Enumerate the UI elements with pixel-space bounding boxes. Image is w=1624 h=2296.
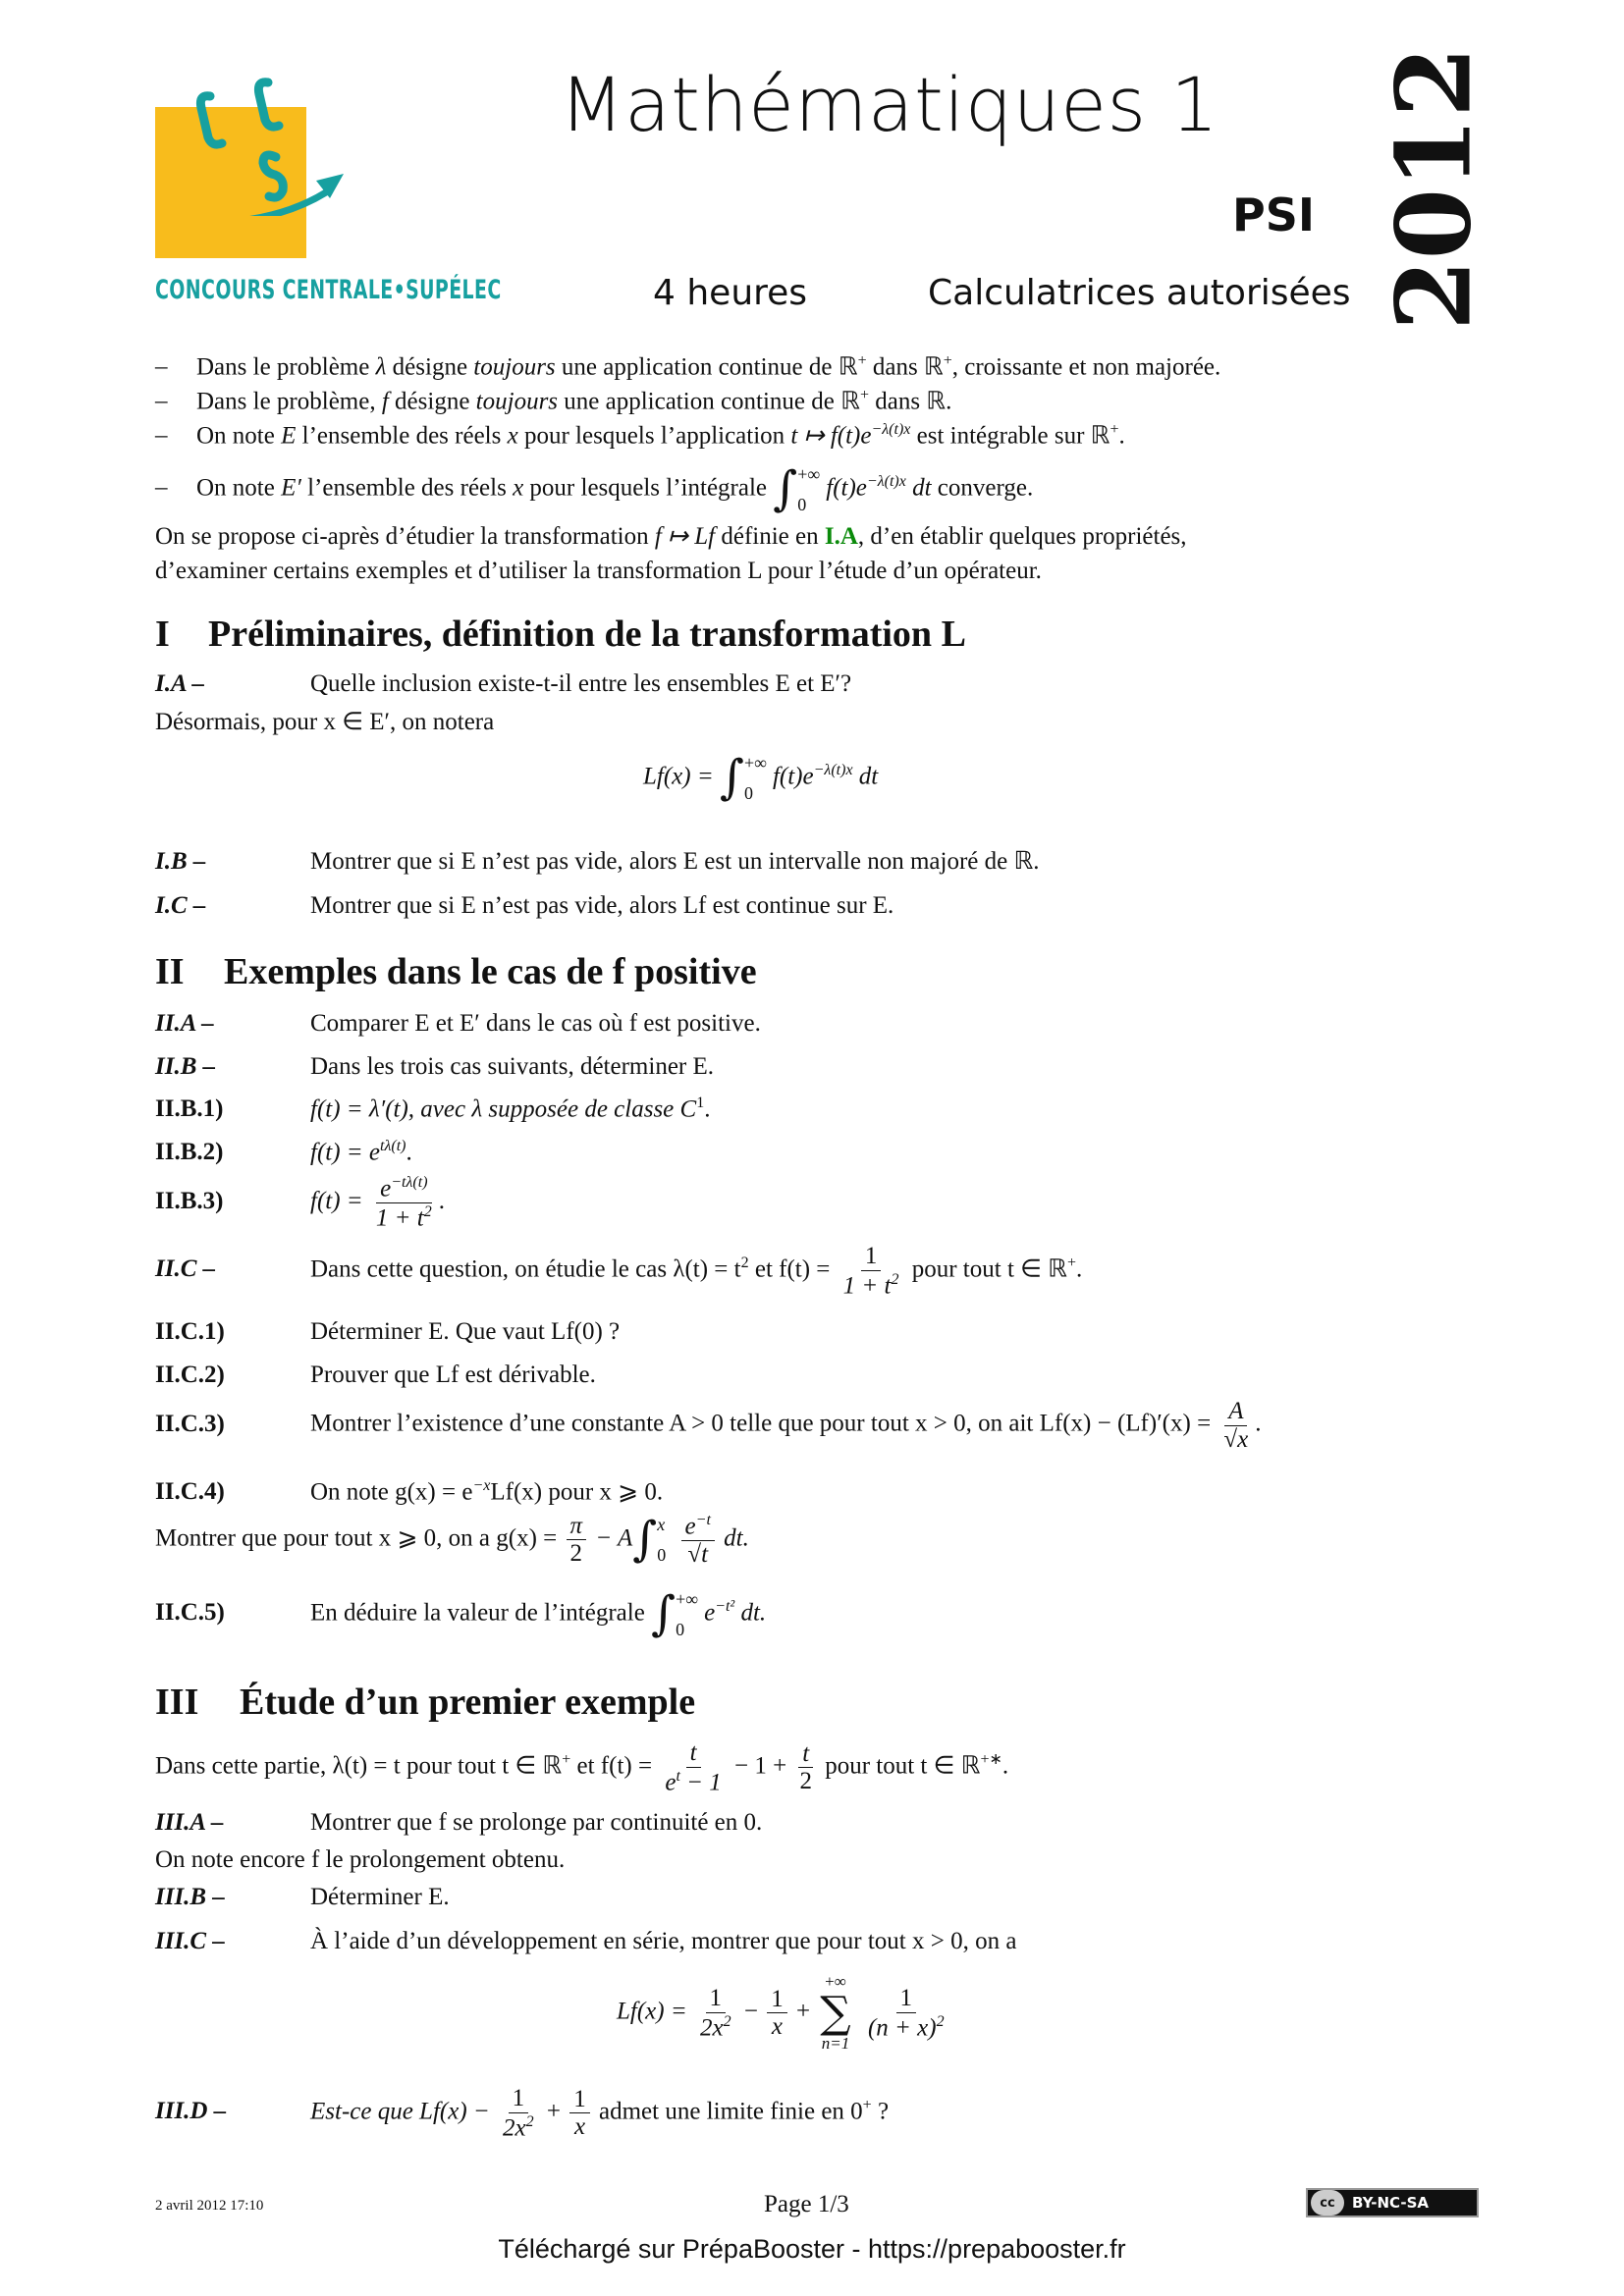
calculators-label: Calculatrices autorisées [928,273,1351,313]
question-III-C: III.C – À l’aide d’un développement en série, montrer que pour tout x > 0, on a [155,1928,1017,1954]
question-II-C-5: II.C.5) En déduire la valeur de l’intégrale ∫ +∞ 0 $e^{-t^2}$ dt. [155,1585,767,1641]
intro-bullet: – Dans le problème, f désigne toujours une application continue de ℝ+ dans ℝ. [155,387,952,415]
question-II-B: II.B – Dans les trois cas suivants, déterminer E. [155,1053,715,1080]
license-badge[interactable] [1306,2188,1479,2217]
question-III-B: III.B – Déterminer E. [155,1884,450,1910]
section-heading-I: I Préliminaires, définition de la transformation L [155,614,966,655]
intro-paragraph-2: d’examiner certains exemples et d’utiliser la transformation L pour l’étude d’un opérateur. [155,558,1042,584]
question-II-B-3: II.B.3) f(t) = $\frac{e^{-t\lambda(t)}}{1 + t^2}$ . [155,1174,445,1232]
brand-name: CONCOURS CENTRALE•SUPÉLEC [155,275,502,305]
year-label: 2012 [1373,46,1494,331]
ccs-logo-icon [147,69,373,216]
text-line: Désormais, pour x ∈ E′, on notera [155,709,495,735]
question-II-A: II.A – Comparer E et E′ dans le cas où f est positive. [155,1010,761,1037]
page-number: Page 1/3 [764,2191,849,2217]
question-II-C: II.C – Dans cette question, on étudie le cas $\lambda(t) = t^2$ et f(t) = $\frac{1}{1 + t^2}$ pour tout t ∈ ℝ+. [155,1243,1083,1299]
question-I-B: I.B – Montrer que si E n’est pas vide, alors E est un intervalle non majoré de ℝ. [155,848,1040,875]
intro-bullet: – On note E′ l’ensemble des réels x pour lesquels l’intégrale ∫ +∞ 0 $f(t)e^{-\lambda(t)x}$ dt converge. [155,460,1034,516]
download-source: Téléchargé sur PrépaBooster - https://prepabooster.fr [498,2234,1126,2264]
duration-label: 4 heures [653,273,808,313]
question-II-C-3: II.C.3) Montrer l’existence d’une constante A > 0 telle que pour tout x > 0, on ait Lf(x) − (Lf)′(x) = $\frac{A}{√x}$ . [155,1398,1262,1453]
link-I-A[interactable]: I.A [824,523,858,550]
section-III-intro: Dans cette partie, λ(t) = t pour tout t ∈ ℝ+ et f(t) = $\frac{t}{e^t - 1}$ − 1 + $\frac{t}{2}$ pour tout t ∈ ℝ+∗. [155,1739,1009,1795]
formula-Lf: Lf(x) = ∫ +∞ 0 $f(t)e^{-\lambda(t)x}$ dt [643,749,879,805]
question-II-C-4-formula: Montrer que pour tout x ⩾ 0, on a g(x) = $\frac{\pi}{2}$ − A∫ x 0 $\frac{e^{-t}}{√t}$ dt. [155,1511,749,1568]
question-II-C-1: II.C.1) Déterminer E. Que vaut Lf(0) ? [155,1318,621,1345]
formula-series: Lf(x) = $\frac{1}{2x^2}$ − $\frac{1}{x}$ + +∞ ∑ n=1 $\frac{1}{(n + x)^2}$ [617,1972,945,2053]
question-II-C-2: II.C.2) Prouver que Lf est dérivable. [155,1362,596,1388]
text-line: On note encore f le prolongement obtenu. [155,1846,566,1873]
filiere-label: PSI [1232,188,1315,241]
question-I-C: I.C – Montrer que si E n’est pas vide, alors Lf est continue sur E. [155,892,894,919]
question-III-D: III.D – Est-ce que Lf(x) − $\frac{1}{2x^2}$ + $\frac{1}{x}$ admet une limite finie en 0+ ? [155,2085,890,2141]
question-I-A: I.A – Quelle inclusion existe-t-il entre les ensembles E et E′? [155,670,852,697]
section-heading-III: III Étude d’un premier exemple [155,1682,696,1723]
intro-bullet: – Dans le problème λ désigne toujours une application continue de ℝ+ dans ℝ+, croissante et non majorée. [155,352,1221,381]
question-III-A: III.A – Montrer que f se prolonge par continuité en 0. [155,1809,763,1836]
intro-bullet: – On note E l’ensemble des réels x pour lesquels l’application t ↦ $f(t)e^{-\lambda(t)x}$ est intégrable sur ℝ+. [155,421,1125,450]
footer-date: 2 avril 2012 17:10 [155,2198,264,2214]
page-title: Mathématiques 1 [560,61,1219,148]
question-II-C-4: II.C.4) On note $g(x) = e^{-x}Lf(x)$ pour x ⩾ 0. [155,1477,664,1506]
section-heading-II: II Exemples dans le cas de f positive [155,951,757,992]
license-label: BY-NC-SA [1352,2194,1430,2212]
question-II-B-2: II.B.2) $f(t) = e^{t\lambda(t)}$. [155,1138,412,1166]
intro-paragraph: On se propose ci-après d’étudier la transformation f ↦ Lf définie en I.A, d’en établir quelques propriétés, [155,523,1187,550]
question-II-B-1: II.B.1) f(t) = λ′(t), avec λ supposée de classe $C^1$. [155,1095,711,1123]
creative-commons-icon: cc [1311,2190,1344,2216]
